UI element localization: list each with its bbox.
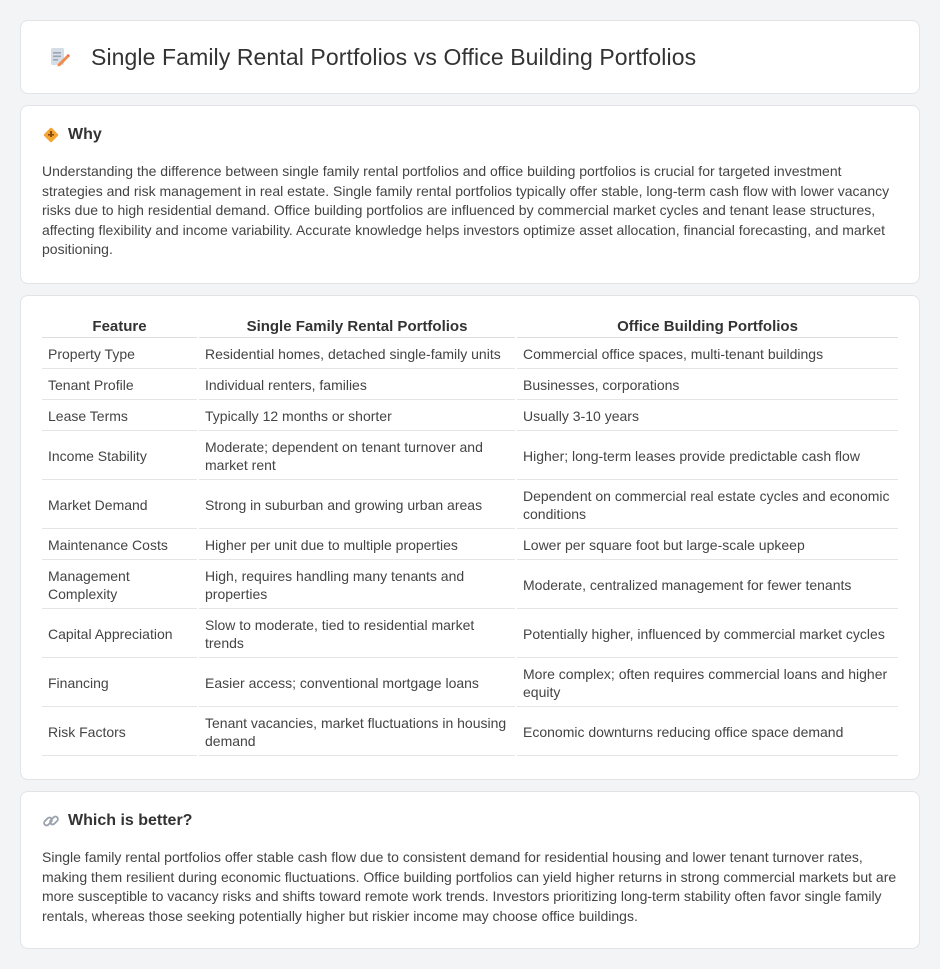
table-row — [42, 531, 898, 560]
row-feature: Financing — [42, 660, 197, 707]
row-feature: Capital Appreciation — [42, 611, 197, 658]
row-office: Commercial office spaces, multi-tenant buildings — [517, 340, 898, 369]
table-row — [42, 709, 898, 756]
row-single-family: Tenant vacancies, market fluctuations in housing demand — [199, 709, 515, 756]
row-single-family: Residential homes, detached single-family units — [199, 340, 515, 369]
better-text: Single family rental portfolios offer stable cash flow due to consistent demand for residential housing and lower tenant turnover rates, making them resilient during economic fluctuations. Office building portfolios can yield higher returns in strong commercial markets but are more susceptible to vacancy risks and shifts toward remote work trends. Investors prioritizing long-term stability often favor single family rentals, whereas those seeking potentially higher but riskier income may choose office buildings. — [42, 849, 897, 924]
row-feature: Income Stability — [42, 433, 197, 480]
page-title: Single Family Rental Portfolios vs Office Building Portfolios — [91, 43, 697, 70]
row-single-family: Moderate; dependent on tenant turnover and market rent — [199, 433, 515, 480]
table-row — [42, 402, 898, 431]
row-office: Potentially higher, influenced by commercial market cycles — [517, 611, 898, 658]
row-office: Businesses, corporations — [517, 371, 898, 400]
table-row — [42, 371, 898, 400]
why-section — [20, 105, 920, 284]
row-feature: Tenant Profile — [42, 371, 197, 400]
title-card — [20, 20, 920, 94]
table-row — [42, 562, 898, 609]
row-office: Usually 3-10 years — [517, 402, 898, 431]
why-header — [42, 126, 898, 144]
row-office: Dependent on commercial real estate cycles and economic conditions — [517, 482, 898, 529]
table-row — [42, 611, 898, 658]
header-single-family: Single Family Rental Portfolios — [199, 314, 515, 338]
which-is-better-section — [20, 791, 920, 949]
row-single-family: Typically 12 months or shorter — [199, 402, 515, 431]
table-row — [42, 433, 898, 480]
row-single-family: High, requires handling many tenants and properties — [199, 562, 515, 609]
row-office: Lower per square foot but large-scale upkeep — [517, 531, 898, 560]
why-heading: Why — [68, 126, 102, 143]
row-feature: Market Demand — [42, 482, 197, 529]
row-feature: Risk Factors — [42, 709, 197, 756]
comparison-table-card — [20, 295, 920, 780]
row-single-family: Higher per unit due to multiple properties — [199, 531, 515, 560]
why-text: Understanding the difference between single family rental portfolios and office building portfolios is crucial for targeted investment strategies and risk management in real estate. Single family rental portfolios typically offer stable, long-term cash flow with lower vacancy risks due to high residential demand. Office building portfolios are influenced by commercial market cycles and tenant lease structures, affecting flexibility and income variability. Accurate knowledge helps investors optimize asset allocation, financial forecasting, and market positioning. — [42, 163, 890, 258]
edit-document-icon — [47, 45, 71, 69]
header-office: Office Building Portfolios — [517, 314, 898, 338]
row-feature: Management Complexity — [42, 562, 197, 609]
row-feature: Property Type — [42, 340, 197, 369]
table-row — [42, 660, 898, 707]
row-feature: Maintenance Costs — [42, 531, 197, 560]
header-feature: Feature — [42, 314, 197, 338]
table-row — [42, 340, 898, 369]
better-heading: Which is better? — [68, 812, 193, 829]
row-feature: Lease Terms — [42, 402, 197, 431]
row-office: Economic downturns reducing office space demand — [517, 709, 898, 756]
table-row — [42, 482, 898, 529]
row-single-family: Strong in suburban and growing urban areas — [199, 482, 515, 529]
better-header — [42, 812, 898, 830]
row-office: Moderate, centralized management for fewer tenants — [517, 562, 898, 609]
table-header-row — [42, 314, 898, 338]
row-single-family: Easier access; conventional mortgage loans — [199, 660, 515, 707]
link-icon — [42, 812, 60, 830]
comparison-table — [40, 312, 900, 758]
road-sign-icon — [42, 126, 60, 144]
row-single-family: Individual renters, families — [199, 371, 515, 400]
row-office: More complex; often requires commercial loans and higher equity — [517, 660, 898, 707]
row-office: Higher; long-term leases provide predictable cash flow — [517, 433, 898, 480]
row-single-family: Slow to moderate, tied to residential market trends — [199, 611, 515, 658]
